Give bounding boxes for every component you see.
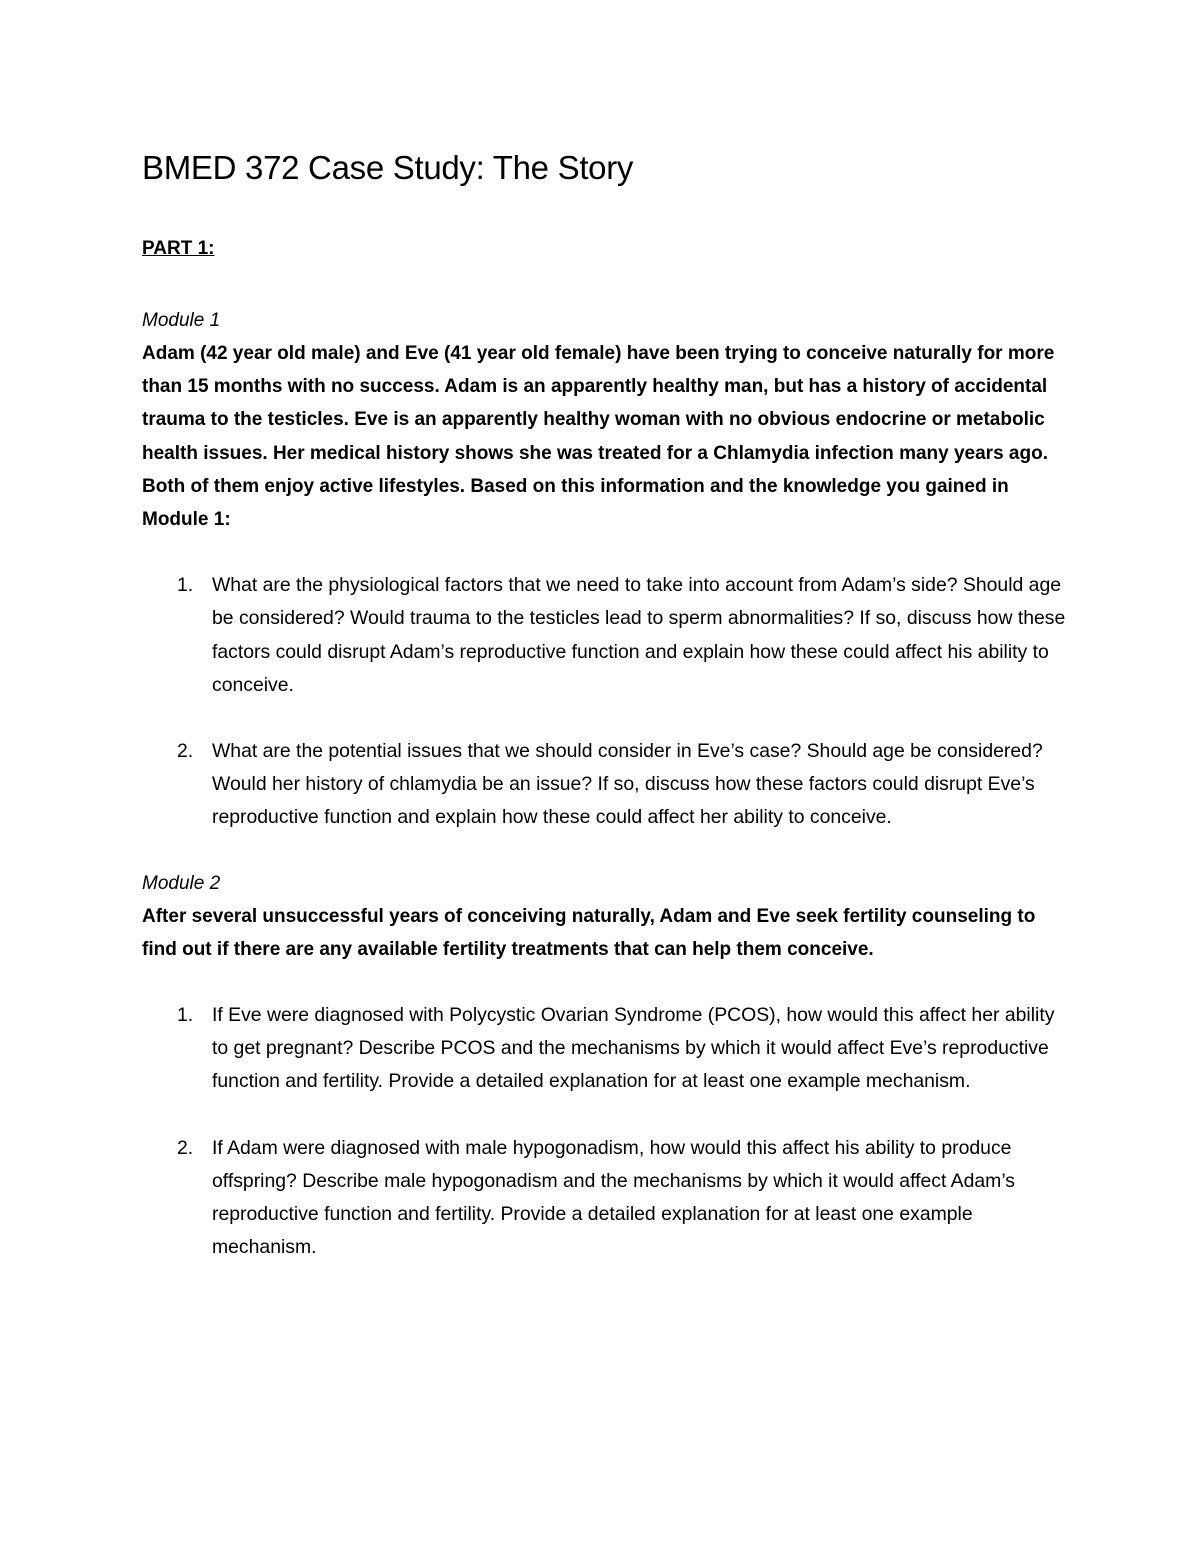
document-body	[142, 146, 1072, 1264]
module-2-label: Module 2	[142, 872, 221, 894]
module-2-question-1	[142, 999, 1072, 1099]
module-2-question-2	[142, 1132, 1072, 1265]
question-text: If Adam were diagnosed with male hypogonadism, how would this affect his ability to produce offspring? Describe male hypogonadism and the mechanisms by which it would affect Adam’s reproductive function and fertility. Provide a detailed explanation for at least one example mechanism.	[212, 1136, 1015, 1259]
module-2-narrative: After several unsuccessful years of conceiving naturally, Adam and Eve seek fertility counseling to find out if there are any available fertility treatments that can help them conceive.	[142, 905, 1036, 960]
question-number: 2.	[177, 1136, 194, 1159]
question-text: What are the physiological factors that we need to take into account from Adam’s side? Should age be considered? Would trauma to the testicles lead to sperm abnormalities? If so, discuss how these factors could disrupt Adam’s reproductive function and explain how these could affect his ability to conceive.	[212, 574, 1066, 696]
question-text: If Eve were diagnosed with Polycystic Ovarian Syndrome (PCOS), how would this affect her ability to get pregnant? Describe PCOS and the mechanisms by which it would affect Eve’s reproductive function and fertility. Provide a detailed explanation for at least one example mechanism.	[212, 1004, 1055, 1093]
part-heading: PART 1:	[142, 238, 215, 259]
module-1-question-list	[142, 569, 1072, 834]
module-1-section	[142, 304, 1072, 835]
module-1-question-2	[142, 735, 1072, 835]
module-2-question-list	[142, 999, 1072, 1264]
module-1-question-1	[142, 569, 1072, 702]
module-1-narrative: Adam (42 year old male) and Eve (41 year old female) have been trying to conceive naturally for more than 15 months with no success. Adam is an apparently healthy man, but has a history of accidental trauma to the testicles. Eve is an apparently healthy woman with no obvious endocrine or metabolic health issues. Her medical history shows she was treated for a Chlamydia infection many years ago. Both of them enjoy active lifestyles. Based on this information and the knowledge you gained in Module 1:	[142, 343, 1055, 531]
question-number: 1.	[177, 574, 194, 597]
page-title: BMED 372 Case Study: The Story	[142, 149, 634, 186]
module-2-section	[142, 867, 1072, 1265]
module-1-label: Module 1	[142, 310, 221, 331]
question-text: What are the potential issues that we should consider in Eve’s case? Should age be considered? Would her history of chlamydia be an issue? If so, discuss how these factors could disrupt Eve’s reproductive function and explain how these could affect her ability to conceive.	[212, 740, 1043, 829]
question-number: 1.	[177, 1004, 194, 1027]
question-number: 2.	[177, 740, 194, 763]
